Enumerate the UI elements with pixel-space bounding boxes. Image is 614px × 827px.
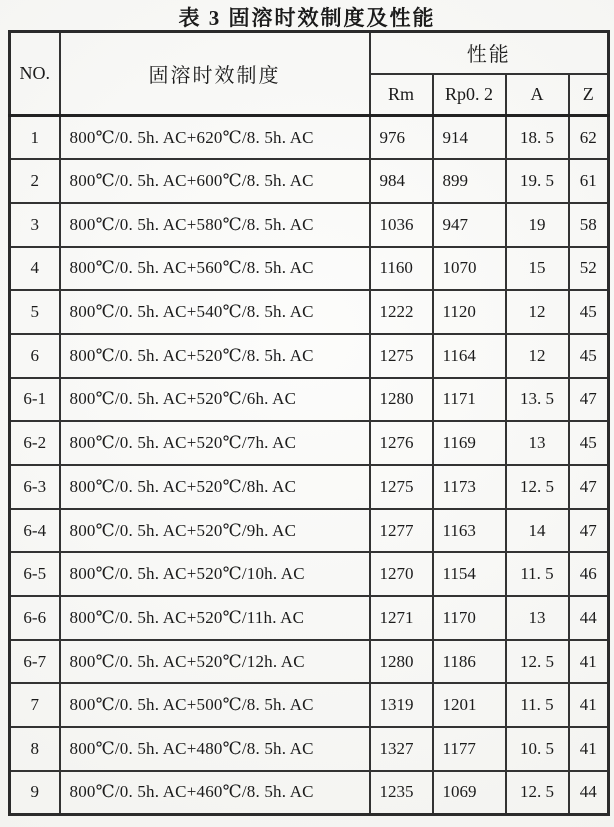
cell-regime: 800℃/0. 5h. AC+580℃/8. 5h. AC bbox=[60, 203, 370, 247]
header-performance: 性能 bbox=[370, 32, 609, 74]
cell-z: 61 bbox=[569, 159, 609, 203]
cell-a: 13 bbox=[506, 421, 569, 465]
cell-no: 6-2 bbox=[10, 421, 60, 465]
cell-rm: 1319 bbox=[370, 683, 433, 727]
cell-rp02: 1120 bbox=[433, 290, 506, 334]
cell-no: 6-5 bbox=[10, 552, 60, 596]
cell-z: 58 bbox=[569, 203, 609, 247]
cell-z: 52 bbox=[569, 247, 609, 291]
cell-regime: 800℃/0. 5h. AC+520℃/9h. AC bbox=[60, 509, 370, 553]
cell-no: 2 bbox=[10, 159, 60, 203]
cell-a: 15 bbox=[506, 247, 569, 291]
table-row bbox=[10, 552, 609, 596]
cell-rm: 1327 bbox=[370, 727, 433, 771]
cell-rm: 1277 bbox=[370, 509, 433, 553]
cell-z: 62 bbox=[569, 116, 609, 160]
cell-no: 3 bbox=[10, 203, 60, 247]
cell-a: 13. 5 bbox=[506, 378, 569, 422]
header-z: Z bbox=[569, 74, 609, 116]
cell-no: 6-6 bbox=[10, 596, 60, 640]
cell-no: 6-7 bbox=[10, 640, 60, 684]
table-row bbox=[10, 509, 609, 553]
cell-regime: 800℃/0. 5h. AC+520℃/11h. AC bbox=[60, 596, 370, 640]
cell-rp02: 1069 bbox=[433, 771, 506, 815]
cell-z: 45 bbox=[569, 421, 609, 465]
cell-z: 44 bbox=[569, 771, 609, 815]
cell-regime: 800℃/0. 5h. AC+520℃/12h. AC bbox=[60, 640, 370, 684]
cell-regime: 800℃/0. 5h. AC+560℃/8. 5h. AC bbox=[60, 247, 370, 291]
cell-no: 7 bbox=[10, 683, 60, 727]
cell-no: 6-1 bbox=[10, 378, 60, 422]
cell-a: 10. 5 bbox=[506, 727, 569, 771]
cell-regime: 800℃/0. 5h. AC+620℃/8. 5h. AC bbox=[60, 116, 370, 160]
cell-rp02: 1164 bbox=[433, 334, 506, 378]
cell-rp02: 1154 bbox=[433, 552, 506, 596]
cell-rp02: 1201 bbox=[433, 683, 506, 727]
header-a: A bbox=[506, 74, 569, 116]
cell-regime: 800℃/0. 5h. AC+460℃/8. 5h. AC bbox=[60, 771, 370, 815]
table-row bbox=[10, 771, 609, 815]
cell-z: 41 bbox=[569, 683, 609, 727]
cell-a: 12. 5 bbox=[506, 771, 569, 815]
cell-z: 45 bbox=[569, 290, 609, 334]
cell-regime: 800℃/0. 5h. AC+520℃/7h. AC bbox=[60, 421, 370, 465]
cell-no: 6-4 bbox=[10, 509, 60, 553]
cell-no: 6 bbox=[10, 334, 60, 378]
solution-aging-table bbox=[8, 30, 610, 816]
cell-regime: 800℃/0. 5h. AC+520℃/8h. AC bbox=[60, 465, 370, 509]
cell-z: 41 bbox=[569, 727, 609, 771]
cell-rp02: 1177 bbox=[433, 727, 506, 771]
cell-a: 11. 5 bbox=[506, 552, 569, 596]
table-row bbox=[10, 596, 609, 640]
table-row bbox=[10, 116, 609, 160]
cell-a: 19. 5 bbox=[506, 159, 569, 203]
cell-z: 47 bbox=[569, 509, 609, 553]
cell-rm: 1271 bbox=[370, 596, 433, 640]
cell-regime: 800℃/0. 5h. AC+520℃/6h. AC bbox=[60, 378, 370, 422]
cell-rm: 1280 bbox=[370, 378, 433, 422]
table-title: 表 3 固溶时效制度及性能 bbox=[178, 6, 436, 30]
cell-rp02: 1186 bbox=[433, 640, 506, 684]
table-row bbox=[10, 290, 609, 334]
cell-rp02: 899 bbox=[433, 159, 506, 203]
cell-regime: 800℃/0. 5h. AC+600℃/8. 5h. AC bbox=[60, 159, 370, 203]
cell-rp02: 914 bbox=[433, 116, 506, 160]
cell-rp02: 1163 bbox=[433, 509, 506, 553]
cell-rm: 976 bbox=[370, 116, 433, 160]
table-row bbox=[10, 640, 609, 684]
cell-rm: 1275 bbox=[370, 334, 433, 378]
cell-rp02: 1170 bbox=[433, 596, 506, 640]
cell-regime: 800℃/0. 5h. AC+540℃/8. 5h. AC bbox=[60, 290, 370, 334]
cell-a: 12. 5 bbox=[506, 640, 569, 684]
cell-a: 12 bbox=[506, 334, 569, 378]
cell-a: 14 bbox=[506, 509, 569, 553]
table-row bbox=[10, 334, 609, 378]
cell-regime: 800℃/0. 5h. AC+500℃/8. 5h. AC bbox=[60, 683, 370, 727]
cell-no: 1 bbox=[10, 116, 60, 160]
table-row bbox=[10, 727, 609, 771]
cell-rp02: 1070 bbox=[433, 247, 506, 291]
header-regime: 固溶时效制度 bbox=[60, 32, 370, 116]
cell-no: 5 bbox=[10, 290, 60, 334]
header-no: NO. bbox=[10, 32, 60, 116]
cell-a: 12 bbox=[506, 290, 569, 334]
cell-rp02: 1173 bbox=[433, 465, 506, 509]
cell-a: 13 bbox=[506, 596, 569, 640]
cell-no: 6-3 bbox=[10, 465, 60, 509]
cell-a: 19 bbox=[506, 203, 569, 247]
table-row bbox=[10, 378, 609, 422]
cell-rm: 1275 bbox=[370, 465, 433, 509]
cell-regime: 800℃/0. 5h. AC+480℃/8. 5h. AC bbox=[60, 727, 370, 771]
cell-z: 47 bbox=[569, 378, 609, 422]
cell-rp02: 1169 bbox=[433, 421, 506, 465]
cell-regime: 800℃/0. 5h. AC+520℃/10h. AC bbox=[60, 552, 370, 596]
table-header bbox=[10, 32, 609, 116]
cell-a: 11. 5 bbox=[506, 683, 569, 727]
header-row-top bbox=[10, 32, 609, 74]
cell-rm: 1235 bbox=[370, 771, 433, 815]
cell-rp02: 1171 bbox=[433, 378, 506, 422]
table-row bbox=[10, 465, 609, 509]
cell-z: 41 bbox=[569, 640, 609, 684]
cell-rm: 1222 bbox=[370, 290, 433, 334]
table-body bbox=[10, 116, 609, 815]
cell-z: 44 bbox=[569, 596, 609, 640]
cell-no: 8 bbox=[10, 727, 60, 771]
cell-no: 9 bbox=[10, 771, 60, 815]
cell-rm: 1160 bbox=[370, 247, 433, 291]
cell-rm: 1270 bbox=[370, 552, 433, 596]
table-row bbox=[10, 203, 609, 247]
cell-z: 46 bbox=[569, 552, 609, 596]
header-rm: Rm bbox=[370, 74, 433, 116]
table-row bbox=[10, 247, 609, 291]
cell-a: 12. 5 bbox=[506, 465, 569, 509]
cell-rm: 984 bbox=[370, 159, 433, 203]
cell-no: 4 bbox=[10, 247, 60, 291]
cell-rp02: 947 bbox=[433, 203, 506, 247]
cell-a: 18. 5 bbox=[506, 116, 569, 160]
cell-rm: 1036 bbox=[370, 203, 433, 247]
cell-regime: 800℃/0. 5h. AC+520℃/8. 5h. AC bbox=[60, 334, 370, 378]
cell-rm: 1276 bbox=[370, 421, 433, 465]
table-row bbox=[10, 159, 609, 203]
table-row bbox=[10, 421, 609, 465]
cell-z: 45 bbox=[569, 334, 609, 378]
header-rp02: Rp0. 2 bbox=[433, 74, 506, 116]
cell-rm: 1280 bbox=[370, 640, 433, 684]
cell-z: 47 bbox=[569, 465, 609, 509]
table-row bbox=[10, 683, 609, 727]
